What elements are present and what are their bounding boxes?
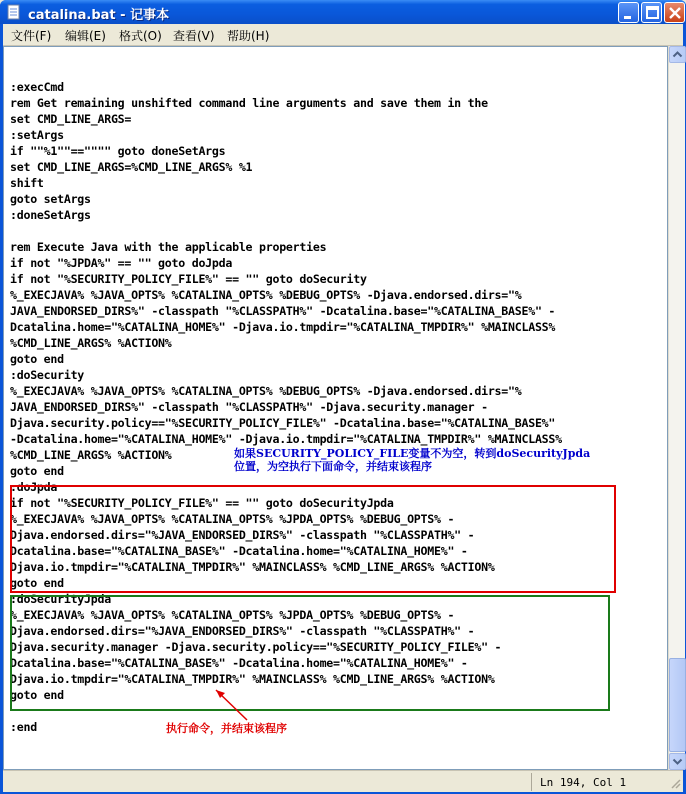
code-line: :execCmd	[10, 80, 64, 94]
resize-grip-icon[interactable]	[669, 777, 681, 789]
vertical-scrollbar[interactable]	[668, 46, 685, 770]
menu-format[interactable]: 格式(O)	[119, 29, 162, 43]
code-line: :setArgs	[10, 128, 64, 142]
code-line: Djava.security.policy=="%SECURITY_POLICY_FILE%" -Dcatalina.base="%CATALINA_BASE%"	[10, 416, 556, 430]
code-line: Djava.endorsed.dirs="%JAVA_ENDORSED_DIRS%" -classpath "%CLASSPATH%" -	[10, 624, 475, 638]
scroll-thumb[interactable]	[669, 658, 686, 752]
code-line: if ""%1""=="""" goto doneSetArgs	[10, 144, 226, 158]
code-line: goto setArgs	[10, 192, 91, 206]
code-line: shift	[10, 176, 44, 190]
arrow-down-icon	[670, 754, 685, 769]
minimize-icon	[619, 3, 640, 24]
code-line: :doJpda	[10, 480, 58, 494]
code-line: %_EXECJAVA% %JAVA_OPTS% %CATALINA_OPTS% %JPDA_OPTS% %DEBUG_OPTS% -	[10, 608, 455, 622]
arrow-icon	[4, 47, 664, 767]
close-icon	[665, 3, 686, 24]
annotation-red: 执行命令，并结束该程序	[166, 722, 287, 735]
code-line: Djava.io.tmpdir="%CATALINA_TMPDIR%" %MAINCLASS% %CMD_LINE_ARGS% %ACTION%	[10, 672, 495, 686]
code-line: if not "%SECURITY_POLICY_FILE%" == "" goto doSecurityJpda	[10, 496, 394, 510]
code-line: if not "%JPDA%" == "" goto doJpda	[10, 256, 233, 270]
menu-bar	[3, 24, 683, 46]
title-bar[interactable]	[0, 0, 686, 24]
code-line: %_EXECJAVA% %JAVA_OPTS% %CATALINA_OPTS% %DEBUG_OPTS% -Djava.endorsed.dirs="%	[10, 384, 522, 398]
code-line: Dcatalina.base="%CATALINA_BASE%" -Dcatalina.home="%CATALINA_HOME%" -	[10, 544, 468, 558]
minimize-button[interactable]	[618, 2, 639, 23]
arrow-up-icon	[670, 47, 685, 62]
code-line: Djava.io.tmpdir="%CATALINA_TMPDIR%" %MAINCLASS% %CMD_LINE_ARGS% %ACTION%	[10, 560, 495, 574]
code-line: if not "%SECURITY_POLICY_FILE%" == "" goto doSecurity	[10, 272, 367, 286]
menu-file[interactable]: 文件(F)	[11, 29, 52, 43]
menu-help[interactable]: 帮助(H)	[227, 29, 270, 43]
notepad-icon	[6, 4, 22, 20]
code-line: Dcatalina.home="%CATALINA_HOME%" -Djava.io.tmpdir="%CATALINA_TMPDIR%" %MAINCLASS%	[10, 320, 556, 334]
menu-edit[interactable]: 编辑(E)	[65, 29, 106, 43]
code-line: :doSecurity	[10, 368, 85, 382]
code-line: :doneSetArgs	[10, 208, 91, 222]
cursor-position: Ln 194, Col 1	[531, 773, 681, 791]
code-line: Djava.endorsed.dirs="%JAVA_ENDORSED_DIRS%" -classpath "%CLASSPATH%" -	[10, 528, 475, 542]
code-line: Dcatalina.base="%CATALINA_BASE%" -Dcatalina.home="%CATALINA_HOME%" -	[10, 656, 468, 670]
code-line: goto end	[10, 688, 64, 702]
code-line: rem Execute Java with the applicable properties	[10, 240, 327, 254]
annotation-blue-line1: 如果SECURITY_POLICY_FILE变量不为空，转到doSecurityJpda	[234, 447, 591, 460]
code-line: goto end	[10, 464, 64, 478]
maximize-icon	[642, 3, 663, 24]
code-line: -Dcatalina.home="%CATALINA_HOME%" -Djava.io.tmpdir="%CATALINA_TMPDIR%" %MAINCLASS%	[10, 432, 562, 446]
code-line: %CMD_LINE_ARGS% %ACTION%	[10, 336, 172, 350]
window-title: catalina.bat - 记事本	[28, 8, 170, 23]
menu-view[interactable]: 查看(V)	[173, 29, 215, 43]
close-button[interactable]	[664, 2, 685, 23]
code-line: :doSecurityJpda	[10, 592, 111, 606]
code-line: JAVA_ENDORSED_DIRS%" -classpath "%CLASSPATH%" -Dcatalina.base="%CATALINA_BASE%" -	[10, 304, 556, 318]
code-line: %_EXECJAVA% %JAVA_OPTS% %CATALINA_OPTS% %DEBUG_OPTS% -Djava.endorsed.dirs="%	[10, 288, 522, 302]
code-line: goto end	[10, 352, 64, 366]
code-line: :end	[10, 720, 37, 734]
scroll-up-button[interactable]	[669, 46, 686, 63]
maximize-button[interactable]	[641, 2, 662, 23]
code-line: JAVA_ENDORSED_DIRS%" -classpath "%CLASSPATH%" -Djava.security.manager -	[10, 400, 488, 414]
code-line: Djava.security.manager -Djava.security.policy=="%SECURITY_POLICY_FILE%" -	[10, 640, 502, 654]
code-line: rem Get remaining unshifted command line arguments and save them in the	[10, 96, 488, 110]
code-line: %_EXECJAVA% %JAVA_OPTS% %CATALINA_OPTS% %JPDA_OPTS% %DEBUG_OPTS% -	[10, 512, 455, 526]
text-editor[interactable]	[3, 46, 668, 770]
code-line: %CMD_LINE_ARGS% %ACTION%	[10, 448, 172, 462]
code-line: set CMD_LINE_ARGS=	[10, 112, 132, 126]
code-line: set CMD_LINE_ARGS=%CMD_LINE_ARGS% %1	[10, 160, 253, 174]
code-line: goto end	[10, 576, 64, 590]
scroll-down-button[interactable]	[669, 753, 686, 770]
status-bar	[3, 770, 683, 792]
annotation-blue-line2: 位置，为空执行下面命令，并结束该程序	[234, 460, 432, 473]
